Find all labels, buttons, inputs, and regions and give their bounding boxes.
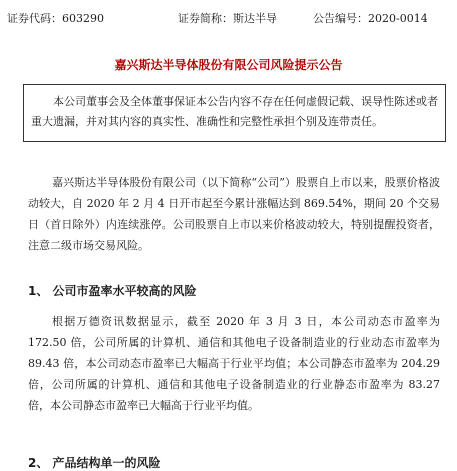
disclaimer-text: 本公司董事会及全体董事保证本公告内容不存在任何虚假记载、误导性陈述或者重大遗漏，并对其内容的真实性、准确性和完整性承担个别及连带责任。 bbox=[31, 95, 438, 128]
announcement-header bbox=[0, 11, 457, 27]
section-heading-1: 1、 公司市盈率水平较高的风险 bbox=[28, 284, 197, 298]
document-title: 嘉兴斯达半导体股份有限公司风险提示公告 bbox=[114, 58, 343, 72]
announcement-number: 公告编号：2020-0014 bbox=[313, 12, 428, 25]
section-1-paragraph: 根据万德资讯数据显示，截至 2020 年 3 月 3 日，本公司动态市盈率为 172.50 倍，公司所属的计算机、通信和其他电子设备制造业的行业动态市盈率为 89.43 倍，本公司动态市盈率已大幅高于行业平均值；本公司静态市盈率为 204.29 倍，公司所属的计算机、通信和其他电子设备制造业的行业静态市盈率为 83.27 倍，本公司静态市盈率已大幅高于行业平均值。 bbox=[28, 315, 440, 412]
intro-paragraph: 嘉兴斯达半导体股份有限公司（以下简称“公司”）股票自上市以来，股票价格波动较大，自 2020 年 2 月 4 日开市起至今累计涨幅达到 869.54%，期间 20 个交易日（首日除外）内连续涨停。公司股票自上市以来价格波动较大，特别提醒投资者，注意二级市场交易风险。 bbox=[28, 176, 440, 252]
section-heading-2: 2、 产品结构单一的风险 bbox=[28, 456, 161, 470]
stock-code: 证券代码：603290 bbox=[7, 12, 104, 25]
stock-abbreviation: 证券简称：斯达半导 bbox=[178, 12, 277, 25]
disclaimer-box bbox=[23, 84, 446, 142]
